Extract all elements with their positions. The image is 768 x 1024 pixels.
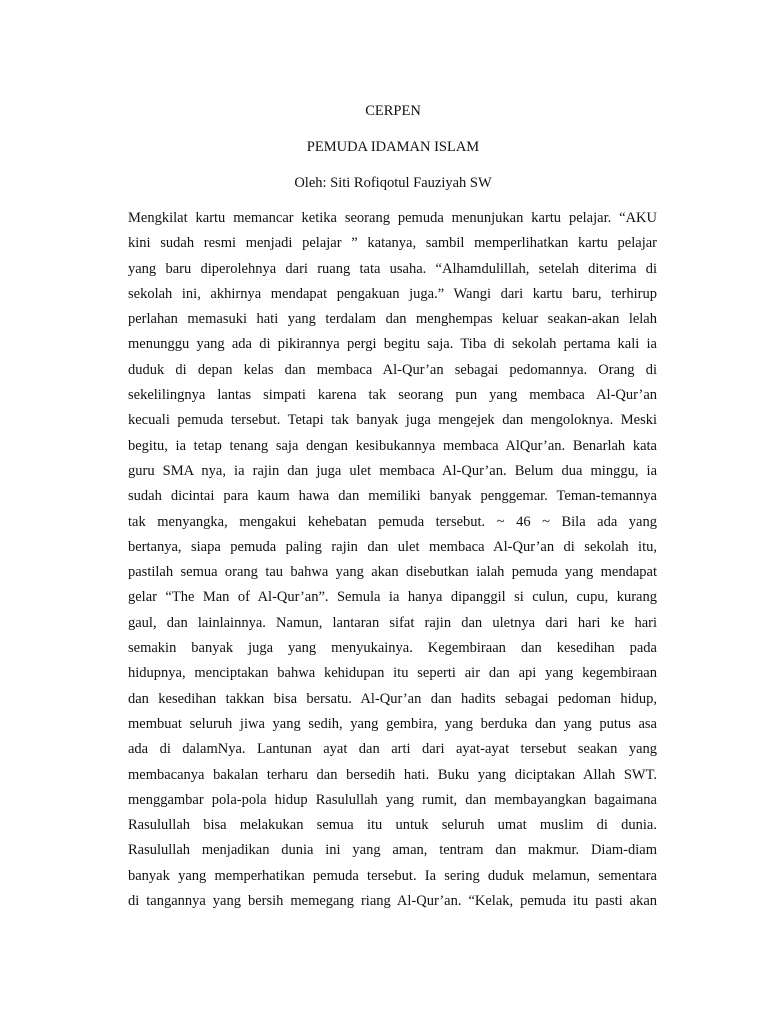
body-line: Rasulullah menjadikan dunia ini yang aman, tentram dan makmur. Diam-diam	[128, 842, 657, 859]
body-line: tak menyangka, mengakui kehebatan pemuda tersebut. ~ 46 ~ Bila ada yang	[128, 513, 657, 530]
body-line: kini sudah resmi menjadi pelajar ” katanya, sambil memperlihatkan kartu pelajar	[128, 235, 657, 252]
body-line: gaul, dan lainlainnya. Namun, lantaran sifat rajin dan uletnya dari hari ke hari	[128, 614, 657, 631]
story-title: PEMUDA IDAMAN ISLAM	[306, 139, 480, 155]
body-line: bertanya, siapa pemuda paling rajin dan ulet membaca Al-Qur’an di sekolah itu,	[128, 538, 657, 555]
body-line: menunggu yang ada di pikirannya pergi begitu saja. Tiba di sekolah pertama kali ia	[128, 336, 657, 353]
body-line: sudah dicintai para kaum hawa dan memiliki banyak penggemar. Teman-temannya	[128, 488, 657, 505]
body-line: membacanya bakalan terharu dan bersedih hati. Buku yang diciptakan Allah SWT.	[128, 766, 657, 783]
body-line: perlahan memasuki hati yang terdalam dan menghempas keluar seakan-akan lelah	[128, 311, 657, 328]
body-line: duduk di depan kelas dan membaca Al-Qur’an sebagai pedomannya. Orang di	[128, 361, 657, 378]
body-line: Mengkilat kartu memancar ketika seorang pemuda menunjukan kartu pelajar. “AKU	[128, 210, 657, 226]
story-body	[128, 206, 657, 914]
document-title: CERPEN	[365, 103, 421, 119]
body-line: kecuali pemuda tersebut. Tetapi tak banyak juga mengejek dan mengoloknya. Meski	[128, 412, 657, 429]
body-line: banyak yang memperhatikan pemuda tersebut. Ia sering duduk melamun, sementara	[128, 867, 657, 884]
body-line: Rasulullah bisa melakukan semua itu untuk seluruh umat muslim di dunia.	[128, 817, 657, 834]
body-line: guru SMA nya, ia rajin dan juga ulet membaca Al-Qur’an. Belum dua minggu, ia	[128, 462, 657, 479]
body-line: di tangannya yang bersih memegang riang Al-Qur’an. “Kelak, pemuda itu pasti akan	[128, 893, 657, 910]
body-line: dan kesedihan takkan bisa bersatu. Al-Qur’an dan hadits sebagai pedoman hidup,	[128, 690, 657, 707]
body-line: gelar “The Man of Al-Qur’an”. Semula ia hanya dipanggil si culun, cupu, kurang	[128, 589, 657, 606]
body-line: sekelilingnya lantas simpati karena tak seorang pun yang membaca Al-Qur’an	[128, 387, 657, 404]
body-line: membuat seluruh jiwa yang sedih, yang gembira, yang berduka dan yang putus asa	[128, 715, 657, 732]
body-line: begitu, ia tetap tenang saja dengan kesibukannya membaca AlQur’an. Benarlah kata	[128, 437, 657, 454]
body-line: semakin banyak juga yang menyukainya. Kegembiraan dan kesedihan pada	[128, 640, 657, 657]
author-line: Oleh: Siti Rofiqotul Fauziyah SW	[294, 175, 492, 191]
body-line: menggambar pola-pola hidup Rasulullah yang rumit, dan membayangkan bagaimana	[128, 791, 657, 808]
body-line: yang baru diperolehnya dari ruang tata usaha. “Alhamdulillah, setelah diterima di	[128, 260, 657, 277]
body-line: pastilah semua orang tau bahwa yang akan disebutkan ialah pemuda yang mendapat	[128, 564, 657, 581]
body-line: hidupnya, menciptakan bahwa kehidupan itu seperti air dan api yang kegembiraan	[128, 665, 657, 682]
body-line: ada di dalamNya. Lantunan ayat dan arti dari ayat-ayat tersebut seakan yang	[128, 741, 657, 758]
body-line: sekolah ini, akhirnya mendapat pengakuan juga.” Wangi dari kartu baru, terhirup	[128, 285, 657, 302]
